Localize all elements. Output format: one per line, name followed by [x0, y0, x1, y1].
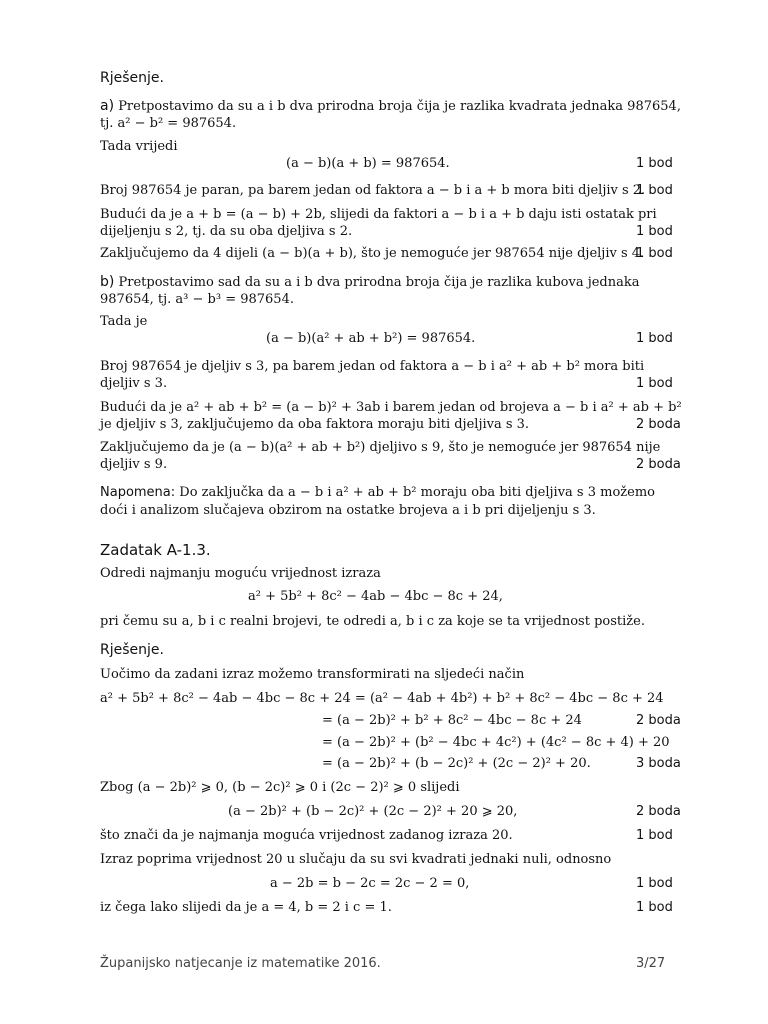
part-b-label: b) [100, 274, 115, 290]
points-label: 1 bod [636, 876, 673, 891]
points-label: 2 boda [636, 804, 681, 819]
points-label: 1 bod [636, 828, 673, 843]
part-b-statement-1-line-1: Broj 987654 je djeljiv s 3, pa barem jedan od faktora a − b i a² + ab + b² mora biti [100, 359, 645, 374]
note-line-1 [100, 485, 655, 501]
part-b-line-2: 987654, tj. a³ − b³ = 987654. [100, 292, 294, 307]
note-label: Napomena: [100, 485, 176, 500]
part-b-text: Pretpostavimo sad da su a i b dva prirodna broja čija je razlika kubova jednaka [118, 275, 640, 290]
final-answer: iz čega lako slijedi da je a = 4, b = 2 i c = 1. [100, 900, 392, 915]
part-b-statement-3-line-1: Zaključujemo da je (a − b)(a² + ab + b²) djeljivo s 9, što je nemoguće jer 987654 nije [100, 440, 661, 455]
points-label: 1 bod [636, 183, 673, 198]
part-a-text: Pretpostavimo da su a i b dva prirodna broja čija je razlika kvadrata jednaka 987654, [118, 99, 681, 114]
part-a-line-2: tj. a² − b² = 987654. [100, 116, 237, 131]
task-line-2: pri čemu su a, b i c realni brojevi, te odredi a, b i c za koje se ta vrijednost postiže. [100, 614, 645, 629]
part-b-line-1 [100, 274, 640, 291]
task-title: Zadatak A-1.3. [100, 541, 211, 559]
points-label: 1 bod [636, 376, 673, 391]
part-a-statement-3: Zaključujemo da 4 dijeli (a − b)(a + b), što je nemoguće jer 987654 nije djeljiv s 4. [100, 246, 645, 261]
note-line-2: doći i analizom slučajeva obzirom na ostatke brojeva a i b pri dijeljenju s 3. [100, 503, 596, 518]
inequality: (a − 2b)² + (b − 2c)² + (2c − 2)² + 20 ⩾ 20, [228, 804, 518, 819]
part-a-line-3: Tada vrijedi [100, 139, 178, 154]
task-expression: a² + 5b² + 8c² − 4ab − 4bc − 8c + 24, [248, 589, 503, 604]
part-b-equation: (a − b)(a² + ab + b²) = 987654. [266, 331, 476, 346]
attainment-statement: Izraz poprima vrijednost 20 u slučaju da su svi kvadrati jednaki nuli, odnosno [100, 852, 612, 867]
solution-heading: Rješenje. [100, 642, 164, 658]
task-line-1: Odredi najmanju moguću vrijednost izraza [100, 566, 381, 581]
transformation-line-2: = (a − 2b)² + b² + 8c² − 4bc − 8c + 24 [322, 713, 582, 728]
part-b-statement-3-line-2: djeljiv s 9. [100, 457, 168, 472]
points-label: 2 boda [636, 713, 681, 728]
points-label: 1 bod [636, 900, 673, 915]
points-label: 2 boda [636, 417, 681, 432]
part-b-line-3: Tada je [100, 314, 148, 329]
part-a-label: a) [100, 98, 115, 114]
points-label: 2 boda [636, 457, 681, 472]
part-a-line-1 [100, 98, 681, 115]
part-a-statement-1: Broj 987654 je paran, pa barem jedan od faktora a − b i a + b mora biti djeljiv s 2. [100, 183, 646, 198]
transformation-line-4: = (a − 2b)² + (b − 2c)² + (2c − 2)² + 20. [322, 756, 591, 771]
solution-heading: Rješenje. [100, 70, 164, 86]
points-label: 1 bod [636, 331, 673, 346]
part-a-statement-2-line-2: dijeljenju s 2, tj. da su oba djeljiva s 2. [100, 224, 353, 239]
solution-intro: Uočimo da zadani izraz možemo transformirati na sljedeći način [100, 667, 525, 682]
note-text: Do zaključka da a − b i a² + ab + b² moraju oba biti djeljiva s 3 možemo [179, 485, 655, 500]
points-label: 1 bod [636, 156, 673, 171]
points-label: 1 bod [636, 224, 673, 239]
minimum-statement: što znači da je najmanja moguća vrijednost zadanog izraza 20. [100, 828, 513, 843]
part-a-equation: (a − b)(a + b) = 987654. [286, 156, 450, 171]
part-b-statement-2-line-1: Budući da je a² + ab + b² = (a − b)² + 3ab i barem jedan od brojeva a − b i a² + ab + b² [100, 400, 682, 415]
points-label: 3 boda [636, 756, 681, 771]
inequality-intro: Zbog (a − 2b)² ⩾ 0, (b − 2c)² ⩾ 0 i (2c − 2)² ⩾ 0 slijedi [100, 780, 460, 795]
part-a-statement-2-line-1: Budući da je a + b = (a − b) + 2b, slijedi da faktori a − b i a + b daju isti ostatak pri [100, 207, 657, 222]
points-label: 1 bod [636, 246, 673, 261]
transformation-line-3: = (a − 2b)² + (b² − 4bc + 4c²) + (4c² − 8c + 4) + 20 [322, 735, 670, 750]
part-b-statement-1-line-2: djeljiv s 3. [100, 376, 168, 391]
attainment-equation: a − 2b = b − 2c = 2c − 2 = 0, [270, 876, 470, 891]
transformation-line-1: a² + 5b² + 8c² − 4ab − 4bc − 8c + 24 = (a² − 4ab + 4b²) + b² + 8c² − 4bc − 8c + 24 [100, 691, 664, 706]
footer-title: Županijsko natjecanje iz matematike 2016. [100, 956, 381, 971]
part-b-statement-2-line-2: je djeljiv s 3, zaključujemo da oba faktora moraju biti djeljiva s 3. [100, 417, 530, 432]
page-number: 3/27 [636, 956, 666, 971]
